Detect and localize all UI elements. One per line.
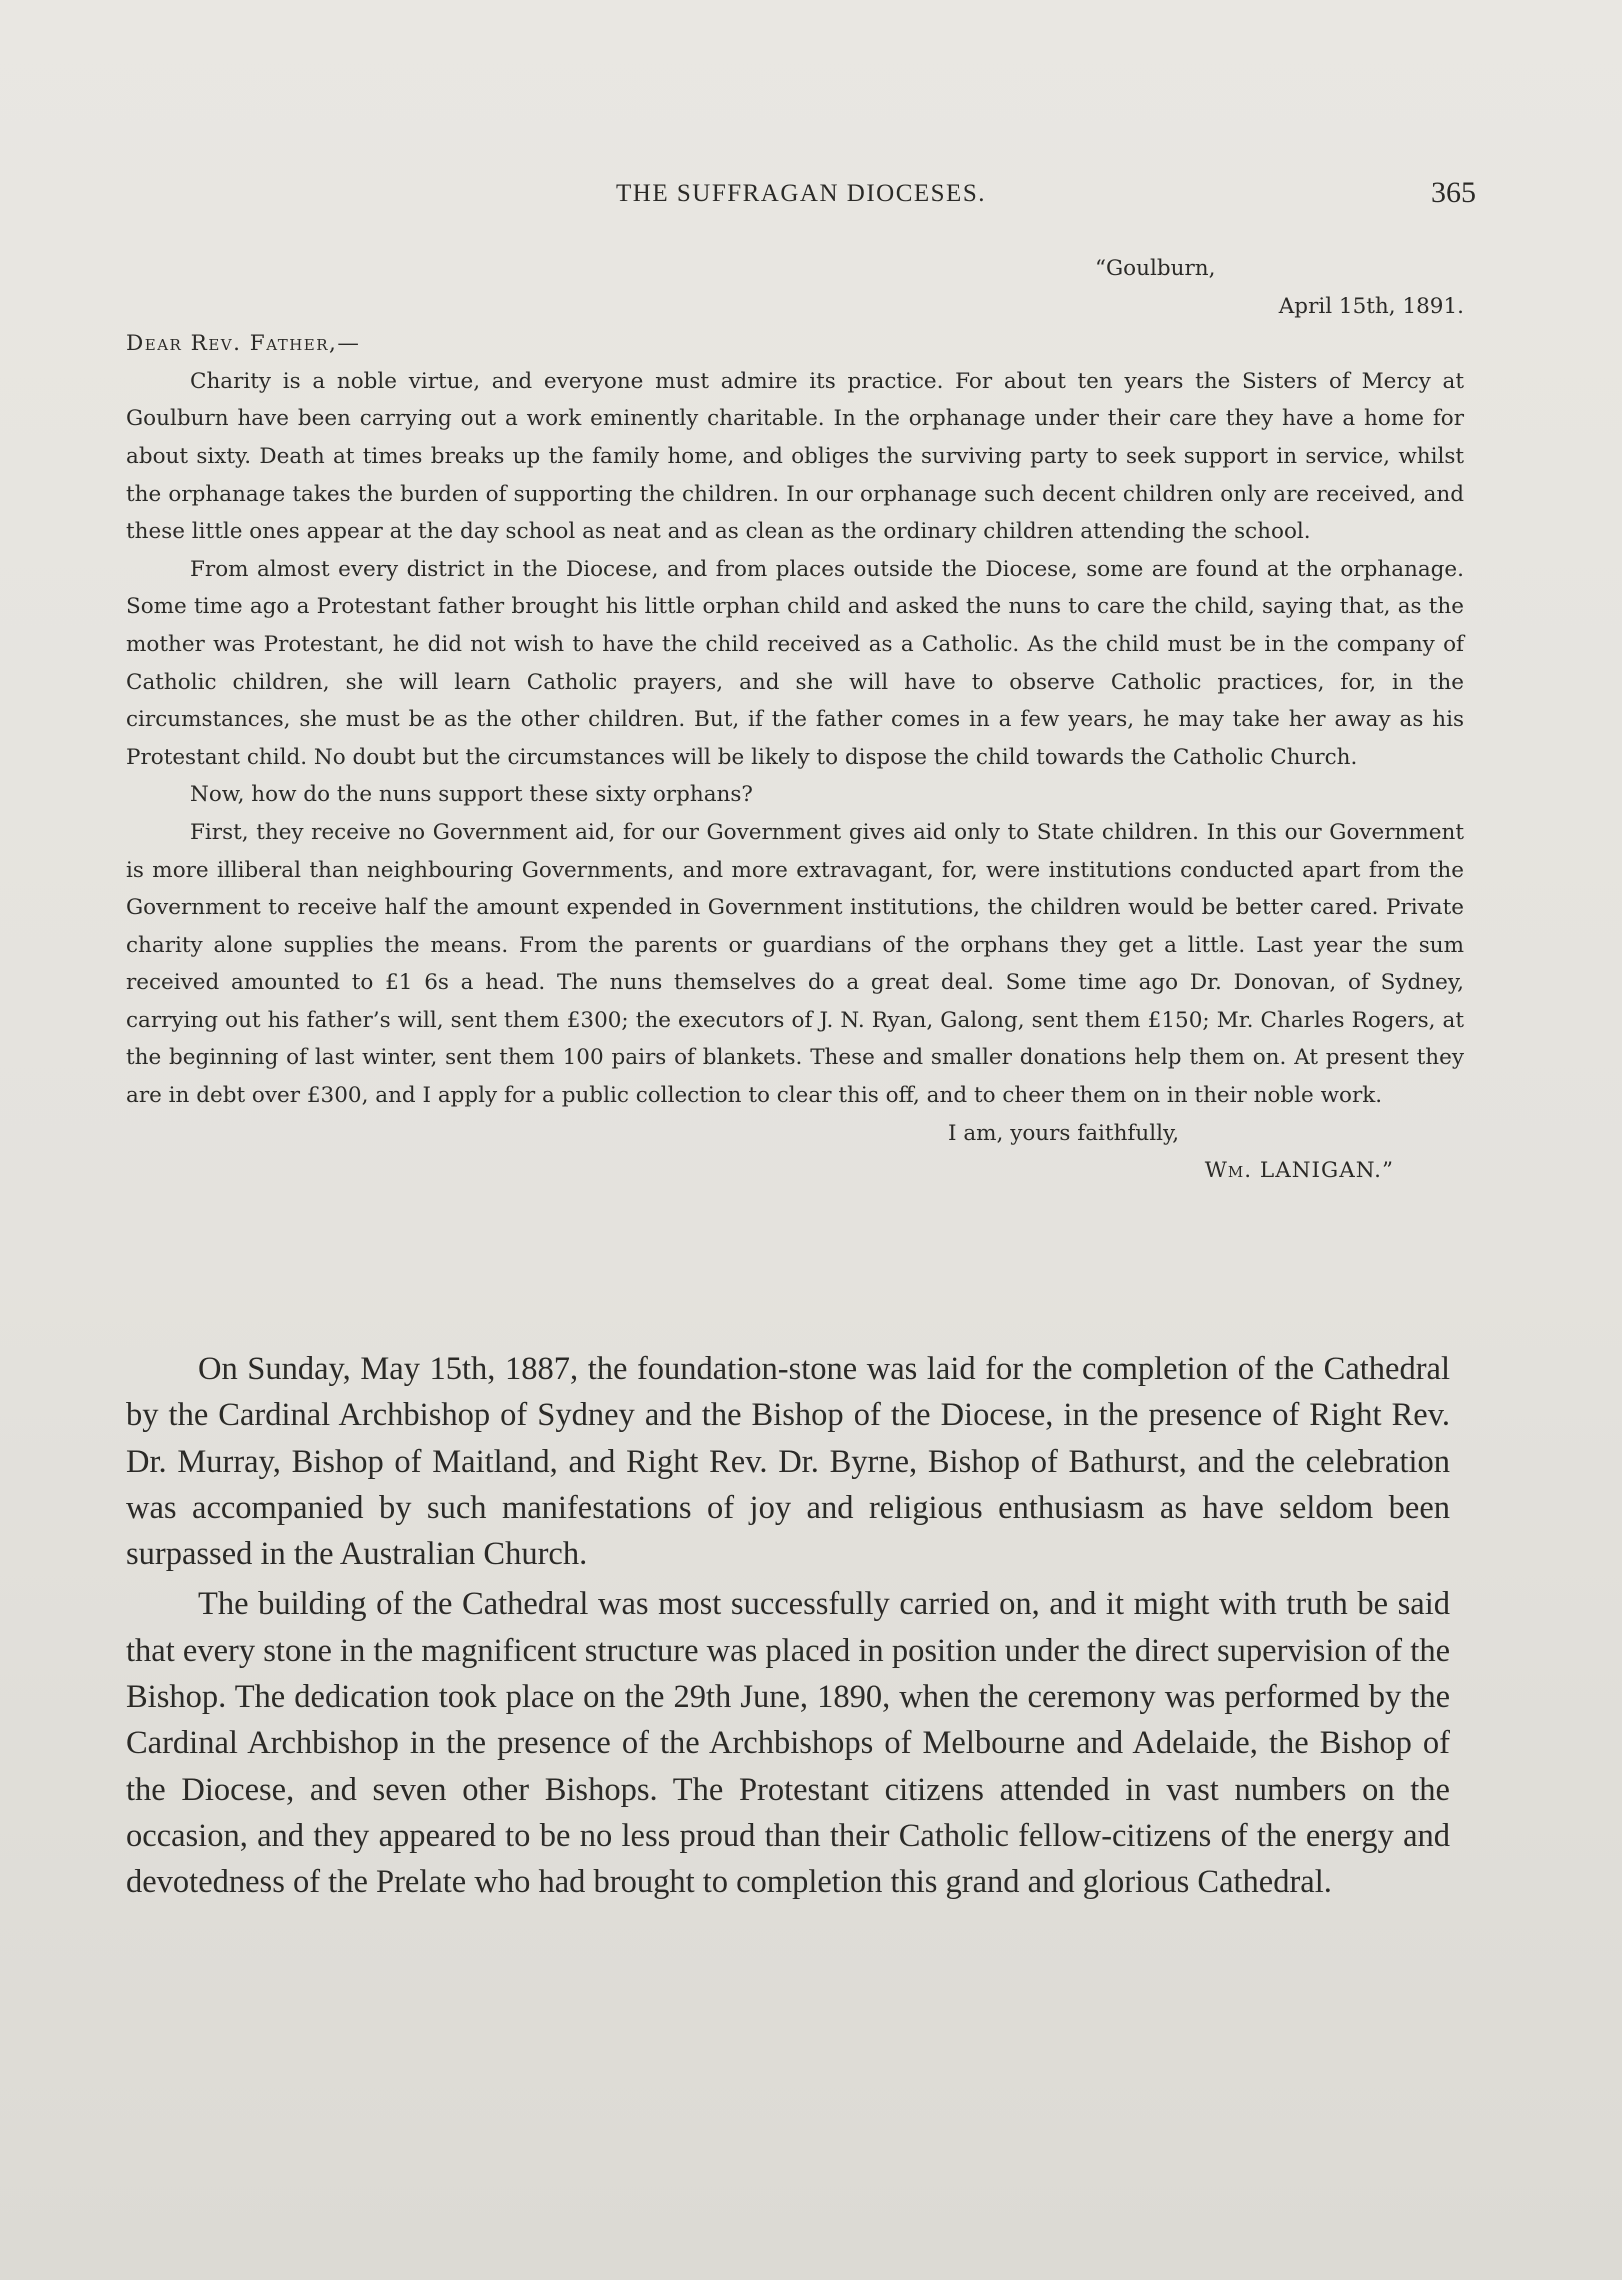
quoted-letter — [126, 250, 1464, 1190]
narrative-paragraph: On Sunday, May 15th, 1887, the foundation-stone was laid for the completion of the Cathedral by the Cardinal Archbishop of Sydney and the Bishop of the Diocese, in the presence of Right Rev. Dr. Murray, Bishop of Maitland, and Right Rev. Dr. Byrne, Bishop of Bathurst, and the celebration was accompanied by such manifestations of joy and religious enthusiasm as have seldom been surpassed in the Australian Church. — [126, 1351, 1450, 1573]
narrative-paragraph: The building of the Cathedral was most successfully carried on, and it might with truth be said that every stone in the magnificent structure was placed in position under the direct supervision of the Bishop. The dedication took place on the 29th June, 1890, when the ceremony was performed by the Cardinal Archbishop in the presence of the Archbishops of Melbourne and Adelaide, the Bishop of the Diocese, and seven other Bishops. The Protestant citizens attended in vast numbers on the occasion, and they appeared to be no less proud than their Catholic fellow-citizens of the energy and devotedness of the Prelate who had brought to completion this grand and glorious Cathedral. — [126, 1586, 1450, 1901]
letter-salutation: Dear Rev. Father,— — [126, 331, 361, 357]
letter-date: April 15th, 1891. — [1278, 293, 1464, 319]
letter-paragraph: First, they receive no Government aid, for our Government gives aid only to State children. In this our Government is more illiberal than neighbouring Governments, and more extravagant, for, were institutions conducted apart from the Government to receive half the amount expended in Government institutions, the children would be better cared. Private charity alone supplies the means. From the parents or guardians of the orphans they get a little. Last year the sum received amounted to £1 6s a head. The nuns themselves do a great deal. Some time ago Dr. Donovan, of Sydney, carrying out his father’s will, sent them £300; the executors of J. N. Ryan, Galong, sent them £150; Mr. Charles Rogers, at the beginning of last winter, sent them 100 pairs of blankets. These and smaller donations help them on. At present they are in debt over £300, and I apply for a public collection to clear this off, and to cheer them on in their noble work. — [126, 819, 1464, 1109]
letter-closing: I am, yours faithfully, — [948, 1120, 1180, 1146]
narrative-body — [126, 1346, 1450, 1906]
page-header — [126, 176, 1476, 220]
letter-place: “Goulburn, — [1095, 256, 1216, 281]
running-title: THE SUFFRAGAN DIOCESES. — [616, 180, 986, 207]
letter-paragraph: Now, how do the nuns support these sixty orphans? — [190, 782, 753, 808]
letter-paragraph: From almost every district in the Diocese, and from places outside the Diocese, some are found at the orphanage. Some time ago a Protestant father brought his little orphan child and asked the nuns to care the child, saying that, as the mother was Protestant, he did not wish to have the child received as a Catholic. As the child must be in the company of Catholic children, she will learn Catholic prayers, and she will have to observe Catholic practices, for, in the circumstances, she must be as the other children. But, if the father comes in a few years, he may take her away as his Protestant child. No doubt but the circumstances will be likely to dispose the child towards the Catholic Church. — [126, 556, 1464, 770]
letter-paragraph: Charity is a noble virtue, and everyone must admire its practice. For about ten years the Sisters of Mercy at Goulburn have been carrying out a work eminently charitable. In the orphanage under their care they have a home for about sixty. Death at times breaks up the family home, and obliges the surviving party to seek support in service, whilst the orphanage takes the burden of supporting the children. In our orphanage such decent children only are received, and these little ones appear at the day school as neat and as clean as the ordinary children attending the school. — [126, 368, 1464, 545]
page-number: 365 — [1431, 176, 1476, 209]
letter-signature: Wm. LANIGAN.” — [1204, 1158, 1394, 1184]
